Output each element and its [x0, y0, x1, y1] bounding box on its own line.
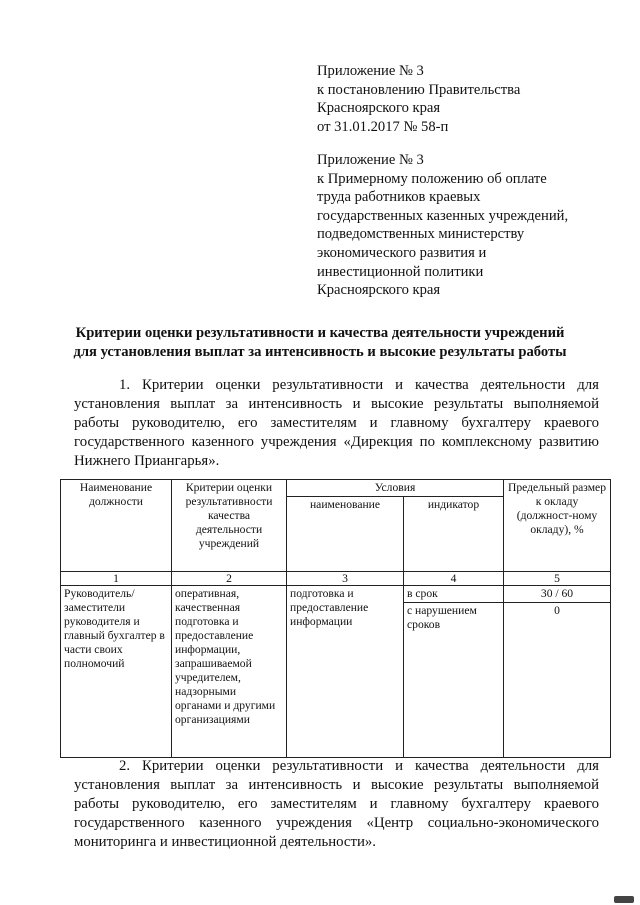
column-number: 2: [172, 572, 287, 586]
appendix-line: от 31.01.2017 № 58-п: [317, 118, 449, 135]
header-indicator: индикатор: [404, 497, 504, 572]
appendix-line: к Примерному положению об оплате: [317, 170, 547, 187]
cell-position: Руководитель/ заместители руководителя и главный бухгалтер в части своих полномочий: [61, 586, 172, 758]
title-line: Критерии оценки результативности и качества деятельности учреждений: [75, 325, 565, 341]
appendix-line: инвестиционной политики: [317, 263, 484, 280]
paragraph-2: [74, 757, 599, 852]
paragraph-1-text: 1. Критерии оценки результативности и качества деятельности для установления выплат за интенсивность и высокие результаты выполняемой работы руководителю, его заместителям и главному бухгалтеру краевого государственного казенного учреждения «Дирекция по комплексному развитию Нижнего Приангарья».: [74, 377, 599, 469]
appendix-line: Красноярского края: [317, 100, 441, 117]
appendix-line: подведомственных министерству: [317, 226, 525, 243]
appendix-line: Приложение № 3: [317, 63, 424, 79]
column-number: 3: [287, 572, 404, 586]
cell-condition-name: подготовка и предоставление информации: [287, 586, 404, 758]
criteria-table: [60, 479, 611, 758]
table-header-row: [61, 480, 611, 497]
document-title: [40, 324, 600, 362]
appendix-line: Красноярского края: [317, 282, 441, 299]
column-number-row: [61, 572, 611, 586]
table-row: [61, 586, 611, 603]
cell-criteria: оперативная, качественная подготовка и предоставление информации, запрашиваемой учредителем, надзорными органами и другими организациями: [172, 586, 287, 758]
header-conditions: Условия: [287, 480, 504, 497]
appendix-line: труда работников краевых: [317, 189, 481, 206]
column-number: 1: [61, 572, 172, 586]
cell-indicator-on-time: в срок: [404, 586, 504, 603]
paragraph-1: [74, 376, 599, 471]
column-number: 5: [504, 572, 611, 586]
cell-indicator-late: с нарушением сроков: [404, 603, 504, 758]
column-number: 4: [404, 572, 504, 586]
header-criteria: Критерии оценки результативности качества деятельности учреждений: [172, 480, 287, 572]
header-name: наименование: [287, 497, 404, 572]
appendix-reference-resolution: [317, 62, 520, 136]
appendix-line: к постановлению Правительства: [317, 81, 521, 98]
appendix-line: Приложение № 3: [317, 152, 424, 168]
cell-limit-late: 0: [504, 603, 611, 758]
appendix-line: экономического развития и: [317, 244, 487, 261]
appendix-line: государственных казенных учреждений,: [317, 207, 569, 224]
title-line: для установления выплат за интенсивность и высокие результаты работы: [73, 344, 567, 360]
paragraph-2-text: 2. Критерии оценки результативности и качества деятельности для установления выплат за интенсивность и высокие результаты выполняемой работы руководителю, его заместителям и главному бухгалтеру краевого государственного казенного учреждения «Центр социально-экономического мониторинга и инвестиционной деятельности».: [74, 758, 599, 850]
header-limit: Предельный размер к окладу (должност-ному окладу), %: [504, 480, 611, 572]
scan-mark: [614, 896, 634, 903]
appendix-reference-regulation: [317, 151, 568, 300]
cell-limit-on-time: 30 / 60: [504, 586, 611, 603]
header-position: Наименование должности: [61, 480, 172, 572]
